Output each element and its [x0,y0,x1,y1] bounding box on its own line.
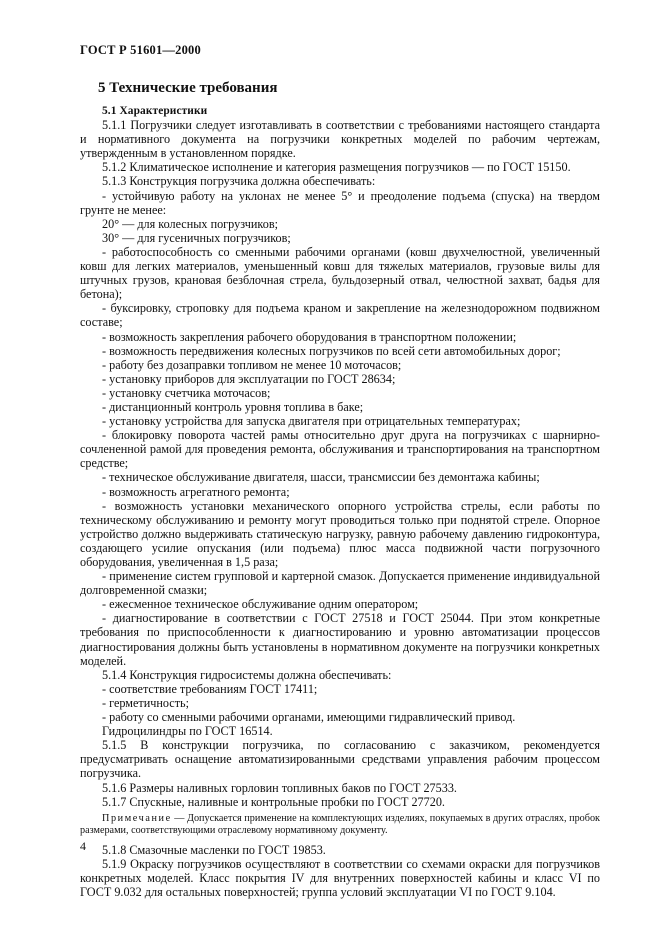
clause-5-1-9: 5.1.9 Окраску погрузчиков осуществляют в соответствии со схемами окраски для погрузчиков конкретных моделей. Класс покрытия IV для внутренних поверхностей кабины и класс VI по ГОСТ 9.032 для остальных поверхностей; группа условий эксплуатации VI по ГОСТ 9.104. [80,856,600,899]
document-header: ГОСТ Р 51601—2000 [80,43,201,57]
list-item: - применение систем групповой и картерной смазок. Допускается применение индивидуальной долговременной смазки; [80,569,600,598]
section-title: 5 Технические требования [98,80,278,96]
document-body [80,104,600,899]
clause-5-1-7: 5.1.7 Спускные, наливные и контрольные пробки по ГОСТ 27720. [102,794,445,809]
clause-5-1-3: 5.1.3 Конструкция погрузчика должна обеспечивать: [102,174,376,189]
list-item: - возможность передвижения колесных погрузчиков по всей сети автомобильных дорог; [102,343,561,358]
list-item: - дистанционный контроль уровня топлива в баке; [102,399,364,414]
list-item: - установку устройства для запуска двигателя при отрицательных температурах; [102,414,521,429]
clause-5-1-5: 5.1.5 В конструкции погрузчика, по согласованию с заказчиком, рекомендуется предусматривать оснащение автоматизированными средствами управления рабочим процессом погрузчика. [80,738,600,781]
list-item: - буксировку, строповку для подъема краном и закрепление на железнодорожном подвижном составе; [80,301,600,330]
clause-5-1-8: 5.1.8 Смазочные масленки по ГОСТ 19853. [102,842,326,857]
list-item: - возможность агрегатного ремонта; [102,484,290,499]
list-item: - ежесменное техническое обслуживание одним оператором; [102,597,419,612]
note-text: — Допускается применение на комплектующих изделиях, покупаемых в других отраслях, пробок размерами, соответствующими отраслевому нормативному документу. [80,812,600,837]
list-item: - устойчивую работу на уклонах не менее 5° и преодоление подъема (спуска) на твердом грунте не менее: [80,188,600,217]
list-item: 20° — для колесных погрузчиков; [102,216,278,231]
list-item: - установку приборов для эксплуатации по ГОСТ 28634; [102,371,396,386]
subsection-heading: 5.1 Характеристики [102,105,208,117]
list-item: - возможность установки механического опорного устройства стрелы, если работы по техническому обслуживанию и ремонту могут проводиться только при поднятой стреле. Опорное устройство должно выдерживать статическую нагрузку, равную рабочему давлению гидроконтура, создающего усилие опускания (или подъема) плюс масса подвижной части погрузочного оборудования, увеличенная в 1,5 раза; [80,498,600,569]
list-item: - герметичность; [102,695,189,710]
list-item: - блокировку поворота частей рамы относительно друг друга на погрузчиках с шарнирно-сочлененной рамой для проведения ремонта, обслуживания и транспортирования на транспортном средстве; [80,428,600,471]
list-item: 30° — для гусеничных погрузчиков; [102,230,291,245]
list-item: - работу без дозаправки топливом не менее 10 моточасов; [102,357,402,372]
note-lead: Примечание [102,812,172,824]
list-item: - диагностирование в соответствии с ГОСТ 27518 и ГОСТ 25044. При этом конкретные требования по приспособленности к диагностированию и уровню автоматизации процессов диагностирования должны быть установлены в нормативном документе на погрузчики конкретных моделей. [80,611,600,668]
clause-5-1-6: 5.1.6 Размеры наливных горловин топливных баков по ГОСТ 27533. [102,780,457,795]
list-item: - работоспособность со сменными рабочими органами (ковш двухчелюстной, увеличенный ковш для легких материалов, уменьшенный ковш для тяжелых материалов, грузовые вилы для штучных грузов, крановая безблочная стрела, бульдозерный отвал, челюстной захват, бадья для бетона); [80,244,600,302]
list-item: - возможность закрепления рабочего оборудования в транспортном положении; [102,329,517,344]
clause-5-1-1: 5.1.1 Погрузчики следует изготавливать в соответствии с требованиями настоящего стандарта и нормативного документа на погрузчики конкретных моделей по рабочим чертежам, утвержденным в установленном порядке. [80,118,600,161]
clause-5-1-4: 5.1.4 Конструкция гидросистемы должна обеспечивать: [102,667,392,682]
page-number: 4 [80,839,86,853]
list-item: - техническое обслуживание двигателя, шасси, трансмиссии без демонтажа кабины; [102,470,540,485]
list-item: - установку счетчика моточасов; [102,385,271,400]
note [80,813,600,838]
list-item: - работу со сменными рабочими органами, имеющими гидравлический привод. [102,710,516,725]
list-item: - соответствие требованиям ГОСТ 17411; [102,681,318,696]
paragraph: Гидроцилиндры по ГОСТ 16514. [102,724,273,739]
clause-5-1-2: 5.1.2 Климатическое исполнение и категория размещения погрузчиков — по ГОСТ 15150. [102,160,571,175]
